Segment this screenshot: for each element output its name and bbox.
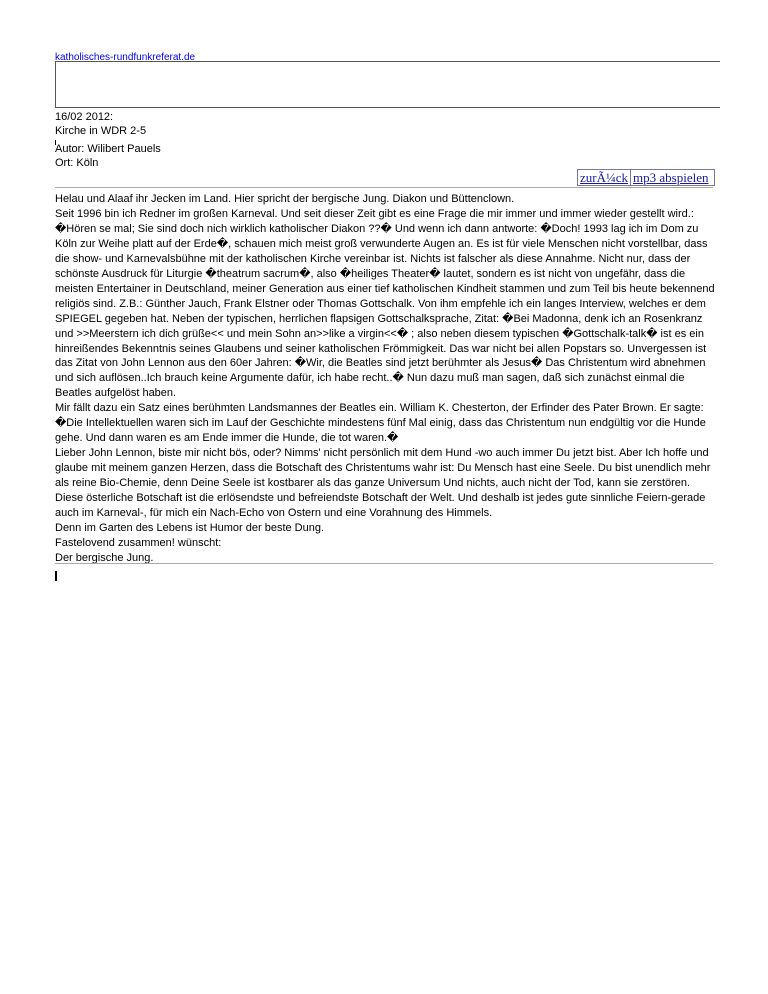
back-link[interactable]: zurÃ¼ck <box>578 170 631 185</box>
article-paragraph: Seit 1996 bin ich Redner im großen Karneval. Und seit dieser Zeit gibt es eine Frage die mir immer und immer wieder gestellt wird.: �Hören se mal; Sie sind doch nich wirklich katholischer Diakon ??� Und wenn ich dann antworte: �Doch! 1993 lag ich im Dom zu Köln zur Weihe platt auf der Erde�, schauen mich meist groß verwunderte Augen an. Es ist für viele Menschen nicht vorstellbar, dass die show- und Karnevalsbühne mit der katholischen Kirche vereinbar ist. Nichts ist falscher als diese Annahme. Nicht nur, dass der schönste Ausdruck für Liturgie �theatrum sacrum�, also �heiliges Theater� lautet, sondern es ist nicht von ungefähr, dass die meisten Entertainer in Deutschland, meiner Generation aus einer tief katholischen Kindheit stammen und zum Teil bis heute bekennend religiös sind. Z.B.: Günther Jauch, Frank Elstner oder Thomas Gottschalk. Von ihm empfehle ich ein langes Interview, welches er dem SPIEGEL gegeben hat. Neben der typischen, herrlichen flapsigen Gottschalksprache, Zitat: �Bei Madonna, denk ich an Rosenkranz und >>Meerstern ich dich grüße<< und mein Sohn an>>like a virgin<<� ; also neben diesem typischen �Gottschalk-talk� ist es ein hinreißendes Bekenntnis seines Glaubens und seiner katholischen Frömmigkeit. Das war nicht bei allen Popstars so. Unvergessen ist das Zitat von John Lennon aus den 60er Jahren: �Wir, die Beatles sind jetzt berühmter als Jesus� Das Christentum wird abnehmen und sich auflösen..Ich brauch keine Argumente dafür, ich habe recht..� Nun dazu muß man sagen, daß sich zunächst einmal die Beatles aufgelöst haben. <box>55 207 715 400</box>
article-paragraph: Lieber John Lennon, biste mir nicht bös, oder? Nimms' nicht persönlich mit dem Hund -wo auch immer Du jetzt bist. Aber Ich hoffe und glaube mit meinem ganzen Herzen, dass die Botschaft des Christentums wahr ist: Du Mensch hast eine Seele. Du bist unendlich mehr als reine Bio-Chemie, denn Deine Seele ist kostbarer als das ganze Universum Und nichts, auch nicht der Tod, kann sie zerstören. <box>55 447 711 490</box>
article-paragraph: Fastelovend zusammen! wünscht: <box>55 536 222 549</box>
article-body <box>55 192 721 566</box>
header-divider <box>55 187 713 188</box>
location-line: Ort: Köln <box>55 157 99 169</box>
text-cursor-mark <box>55 571 57 581</box>
play-mp3-link[interactable]: mp3 abspielen <box>633 170 709 185</box>
article-meta <box>55 110 161 170</box>
article-paragraph: Denn im Garten des Lebens ist Humor der beste Dung. <box>55 521 325 534</box>
site-link[interactable]: katholisches-rundfunkreferat.de <box>55 52 196 63</box>
program-title: Kirche in WDR 2-5 <box>55 125 147 137</box>
article-paragraph: Diese österliche Botschaft ist die erlösendste und befreiendste Botschaft der Welt. Und deshalb ist jedes gute sinnliche Feiern-gerade auch im Karneval-, für mich ein Nach-Echo von Ostern und eine Vorahnung des Himmels. <box>55 492 706 520</box>
audio-player-links <box>577 169 715 186</box>
author-line: Autor: Wilibert Pauels <box>55 143 161 155</box>
banner-frame <box>55 61 720 108</box>
article-paragraph: Helau und Alaaf ihr Jecken im Land. Hier spricht der bergische Jung. Diakon und Büttenclown. <box>55 193 515 205</box>
article-paragraph: Mir fällt dazu ein Satz eines berühmten Landsmannes der Beatles ein. William K. Chesterton, der Erfinder des Pater Brown. Er sagte: �Die Intellektuellen waren sich im Lauf der Geschichte mindestens fünf Mal einig, dass das Christentum nun endgültig vor die Hunde gehe. Und dann waren es am Ende immer die Hunde, die tot waren.� <box>55 402 706 445</box>
article-signature: Der bergische Jung. <box>55 551 154 564</box>
broadcast-date: 16/02 2012: <box>55 111 114 123</box>
footer-divider <box>55 563 713 564</box>
